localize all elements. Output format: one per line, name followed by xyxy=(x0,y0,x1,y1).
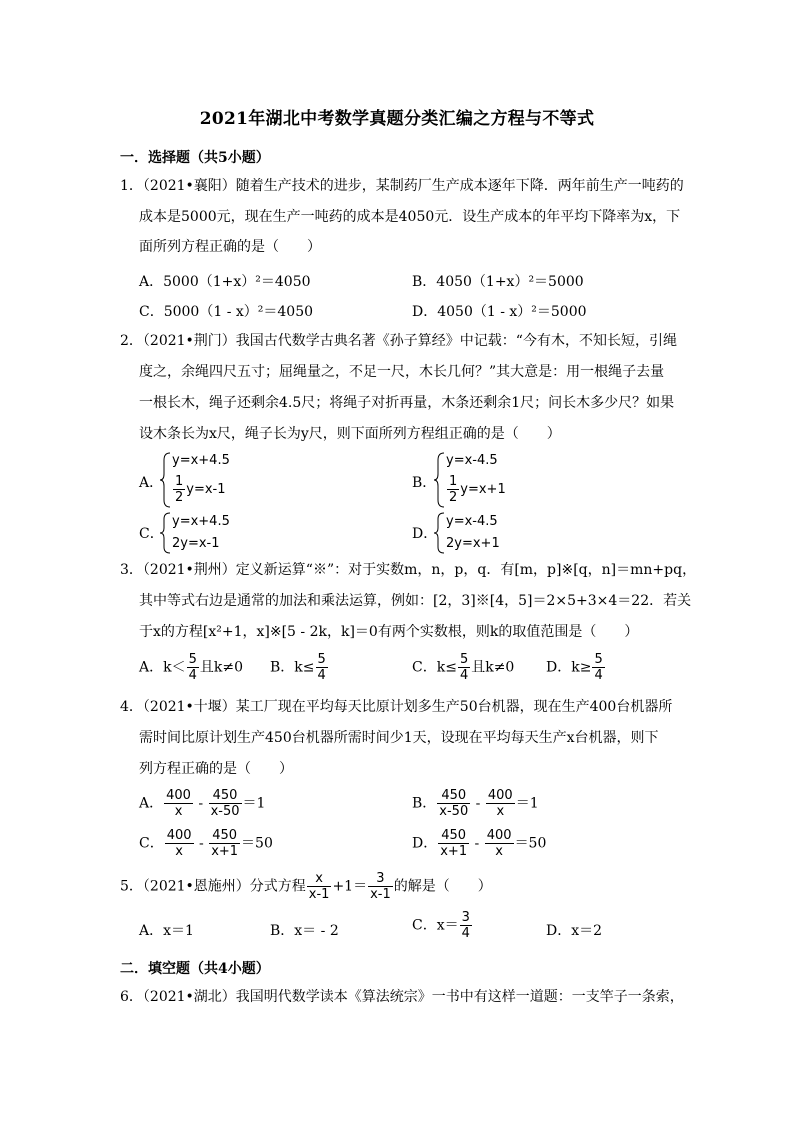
q1-line-3: 面所列方程正确的是（ ） xyxy=(139,239,321,255)
q3-option-c: C．k≤ $\frac{5}{4}$ 且k≠0 xyxy=(412,652,515,683)
q2-c-eq2: 2y=x-1 xyxy=(172,536,220,551)
section-heading-fill: 二．填空题（共4小题） xyxy=(120,961,270,977)
q2-a-frac-num: 1 xyxy=(175,474,184,489)
brace-icon xyxy=(434,452,446,508)
q4-option-c: C． $\frac{400}{x}$ - $\frac{450}{x+1}$ ＝50 xyxy=(139,828,273,859)
page-title: 2021年湖北中考数学真题分类汇编之方程与不等式 xyxy=(199,109,595,129)
q3-line-2: 其中等式右边是通常的加法和乘法运算，例如：[2，3]※[4，5]＝2×5+3×4＝22．若关 xyxy=(139,593,692,609)
q5-option-a: A．x＝1 xyxy=(139,923,194,939)
brace-icon xyxy=(160,512,172,554)
q4-option-a: A． $\frac{400}{x}$ - $\frac{450}{x-50}$ ＝1 xyxy=(139,788,266,819)
q3-option-d: D．k≥ $\frac{5}{4}$ xyxy=(546,652,603,683)
q1-option-c: C．5000（1 - x）²＝4050 xyxy=(139,304,314,320)
q1-line-2: 成本是5000元，现在生产一吨药的成本是4050元．设生产成本的年平均下降率为x，下 xyxy=(139,209,681,225)
q1-line-1: 1．（2021•襄阳）随着生产技术的进步，某制药厂生产成本逐年下降．两年前生产一吨药的 xyxy=(120,178,684,194)
q5-option-c: C．x＝ $\frac{3}{4}$ xyxy=(412,910,470,941)
q2-line-4: 设木条长为x尺，绳子长为y尺，则下面所列方程组正确的是（ ） xyxy=(139,426,561,442)
q3-line-1: 3．（2021•荆州）定义新运算“※”：对于实数m，n，p，q．有[m，p]※[q，n]＝mn+pq， xyxy=(120,562,697,578)
q3-option-b: B．k≤ $\frac{5}{4}$ xyxy=(270,652,326,683)
q2-option-c-system xyxy=(160,512,280,554)
q2-d-eq1: y=x-4.5 xyxy=(446,514,498,529)
q1-option-a: A．5000（1+x）²＝4050 xyxy=(139,274,311,290)
q4-line-1: 4．（2021•十堰）某工厂现在平均每天比原计划多生产50台机器，现在生产400台机器所 xyxy=(120,699,673,715)
q5-option-b: B．x＝ - 2 xyxy=(270,923,339,939)
q4-option-d: D． $\frac{450}{x+1}$ - $\frac{400}{x}$ ＝50 xyxy=(412,828,547,859)
brace-icon xyxy=(160,452,172,508)
q6-line-1: 6．（2021•湖北）我国明代数学读本《算法统宗》一书中有这样一道题：一支竿子一条索， xyxy=(120,989,684,1005)
q2-b-eq1: y=x-4.5 xyxy=(446,453,498,468)
q2-line-1: 2．（2021•荆门）我国古代数学古典名著《孙子算经》中记载：“今有木，不知长短，引绳 xyxy=(120,333,677,349)
q2-option-d-label: D． xyxy=(412,526,438,542)
q2-line-2: 度之，余绳四尺五寸；屈绳量之，不足一尺，木长几何？”其大意是：用一根绳子去量 xyxy=(139,364,665,380)
q4-line-2: 需时间比原计划生产450台机器所需时间少1天，设现在平均每天生产x台机器，则下 xyxy=(139,730,659,746)
q2-option-a-label: A． xyxy=(139,475,164,491)
q1-option-b: B．4050（1+x）²＝5000 xyxy=(412,274,584,290)
q2-a-eq1: y=x+4.5 xyxy=(172,453,230,468)
q2-b-frac-den: 2 xyxy=(449,490,458,505)
section-heading-choice: 一．选择题（共5小题） xyxy=(120,150,270,166)
q2-option-d-system xyxy=(434,512,554,554)
q3-line-3: 于x的方程[x²+1，x]※[5 - 2k，k]＝0有两个实数根，则k的取值范围是（ ） xyxy=(139,624,639,640)
brace-icon xyxy=(434,512,446,554)
q2-b-eq2: y=x+1 xyxy=(460,482,506,497)
q2-option-b-system xyxy=(434,452,554,508)
q4-option-b: B． $\frac{450}{x-50}$ - $\frac{400}{x}$ ＝1 xyxy=(412,788,539,819)
q2-a-frac-den: 2 xyxy=(175,490,184,505)
q1-option-d: D．4050（1 - x）²＝5000 xyxy=(412,304,587,320)
q2-line-3: 一根长木，绳子还剩余4.5尺；将绳子对折再量，木条还剩余1尺；问长木多少尺？如果 xyxy=(139,395,675,411)
q2-option-c-label: C． xyxy=(139,526,164,542)
q2-c-eq1: y=x+4.5 xyxy=(172,514,230,529)
q2-d-eq2: 2y=x+1 xyxy=(446,536,500,551)
q2-a-eq2: y=x-1 xyxy=(186,482,226,497)
q5-option-d: D．x＝2 xyxy=(546,923,603,939)
q2-b-frac-num: 1 xyxy=(449,474,458,489)
q4-line-3: 列方程正确的是（ ） xyxy=(139,761,293,777)
q2-option-a-system xyxy=(160,452,280,508)
q5-stem: 5．（2021•恩施州）分式方程 $\frac{x}{x-1}$ +1＝ $\frac{3}{x-1}$ 的解是（ ） xyxy=(120,871,492,902)
q2-option-b-label: B． xyxy=(412,475,437,491)
q3-option-a: A．k＜ $\frac{5}{4}$ 且k≠0 xyxy=(139,652,243,683)
